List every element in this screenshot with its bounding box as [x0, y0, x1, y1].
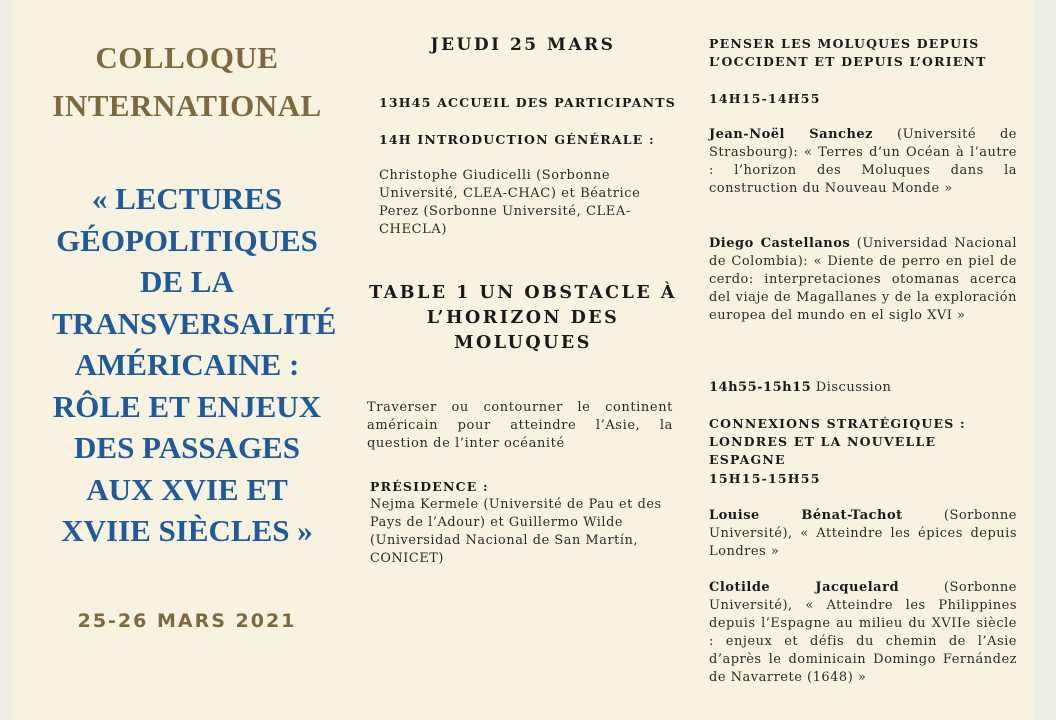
speaker-name: Clotilde Jacquelard: [709, 580, 900, 595]
talk-benat-tachot: [709, 507, 1017, 561]
day-heading: JEUDI 25 MARS: [430, 35, 616, 55]
discussion-label: Discussion: [811, 380, 892, 395]
session1-title: PENSER LES MOLUQUES DEPUIS L’OCCIDENT ET DEPUIS L’ORIENT: [709, 36, 987, 69]
table1-description: Traverser ou contourner le continent américain pour atteindre l’Asie, la question de l’inter océanité: [367, 400, 673, 451]
presidence-names: Nejma Kermele (Université de Pau et des Pays de l’Adour) et Guillermo Wilde (Universidad Nacional de San Martín, CONICET): [370, 497, 662, 566]
talk-detail: (Université de Strasbourg): « Terres d’un Océan à l’autre : l’horizon des Moluques dans la construction du Nouveau Monde »: [709, 127, 1017, 196]
talk-detail: (Sorbonne Université), « Atteindre les épices depuis Londres »: [709, 508, 1017, 559]
presidence-label: PRÉSIDENCE :: [370, 479, 489, 494]
sessions-column: [709, 0, 1017, 720]
intro-speakers: Christophe Giudicelli (Sorbonne Université, CLEA-CHAC) et Béatrice Perez (Sorbonne Université, CLEA-CHECLA): [379, 168, 641, 237]
talk-castellanos: [709, 235, 1017, 325]
talk-jacquelard: [709, 579, 1017, 687]
intro-label: 14H INTRODUCTION GÉNÉRALE :: [379, 132, 655, 147]
welcome-label: 13H45 ACCUEIL DES PARTICIPANTS: [379, 95, 676, 110]
session2-time: 15H15-15H55: [709, 471, 821, 486]
speaker-name: Jean-Noël Sanchez: [709, 127, 874, 142]
day-column: [367, 0, 679, 720]
discussion-time: 14h55-15h15: [709, 380, 812, 395]
colloque-heading: COLLOQUE INTERNATIONAL: [52, 40, 322, 123]
discussion: [709, 379, 1017, 397]
program-page: [12, 0, 1034, 720]
talk-detail: (Universidad Nacional de Colombia): « Diente de perro en piel de cerdo: interpretaciones otomanas acerca del viaje de Magallanes y de la exploración europea del mundo en el siglo XVI »: [709, 236, 1017, 323]
session1-time: 14H15-14H55: [709, 91, 821, 106]
event-title: « LECTURES GÉOPOLITIQUES DE LA TRANSVERSALITÉ AMÉRICAINE : RÔLE ET ENJEUX DES PASSAGES AUX XVIE ET XVIIE SIÈCLES »: [52, 181, 337, 548]
talk-sanchez: [709, 126, 1017, 198]
speaker-name: Diego Castellanos: [709, 236, 851, 251]
talk-detail: (Sorbonne Université), « Atteindre les Philippines depuis l’Espagne au milieu du XVIIe siècle : enjeux et défis du chemin de l’Asie d’après le dominicain Domingo Fernández de Navarrete (1648) »: [709, 580, 1017, 685]
session2-title: CONNEXIONS STRATÉGIQUES : LONDRES ET LA NOUVELLE ESPAGNE: [709, 416, 966, 467]
title-column: [12, 0, 362, 720]
event-dates: 25-26 MARS 2021: [77, 610, 297, 632]
table1-title: TABLE 1 UN OBSTACLE À L’HORIZON DES MOLUQUES: [369, 283, 677, 353]
speaker-name: Louise Bénat-Tachot: [709, 508, 903, 523]
